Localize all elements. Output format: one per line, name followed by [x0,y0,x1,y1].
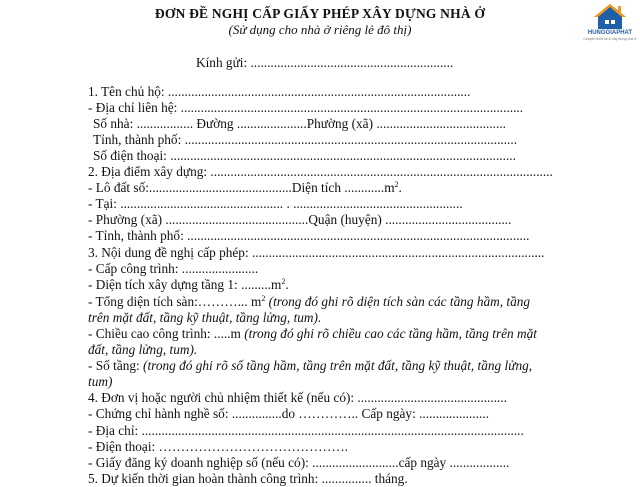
total-floor-area-note-text: trên mặt đất, tầng kỹ thuật, tầng lửng, tum). [88,310,322,325]
building-height-note-text: đất, tầng lửng, tum). [88,342,198,357]
floor-count-line [88,358,532,374]
designer-address-line: - Địa chỉ: ................................................................................................................... [88,423,524,438]
permit-content-heading: 3. Nội dung đề nghị cấp phép: ........................................................................................ [88,245,545,260]
city-line: - Tỉnh, thành phố: ....................................................................................................... [88,228,530,243]
house-logo-icon [582,2,638,32]
phone-line: Số điện thoại: ........................................................................................................ [93,148,516,163]
floor-count-note-cont [88,374,112,390]
total-floor-area-text: - Tổng diện tích sàn:………... m [88,294,262,309]
floor-count-note: (trong đó ghi rõ số tầng hầm, tầng trên mặt đất, tầng kỹ thuật, tầng lửng, [143,358,533,373]
squared-unit: 2 [394,180,399,189]
practice-certificate-line: - Chứng chỉ hành nghề số: ...............do ………….. Cấp ngày: ..................... [88,406,489,421]
floor-count-note-text: tum) [88,374,113,389]
building-height-note: (trong đó ghi rõ chiều cao các tầng hầm, tầng trên mặt [244,326,537,341]
logo-tagline: Chuyên thiết kế & xây dựng nhà ở [583,37,637,41]
business-registration-line: - Giấy đăng ký doanh nghiệp số (nếu có): ..........................cấp ngày .................. [88,455,510,470]
squared-unit: 2 [261,294,266,303]
total-floor-area-line [88,294,530,310]
logo-wordmark: HUNGGIAPHAT [587,30,633,36]
document-title: ĐƠN ĐỀ NGHỊ CẤP GIẤY PHÉP XÂY DỰNG NHÀ Ở [154,6,486,21]
designer-heading: 4. Đơn vị hoặc người chủ nhiệm thiết kế (nếu có): ............................................. [88,390,508,405]
total-floor-area-note-cont [88,310,321,326]
owner-name-line: 1. Tên chủ hộ: ........................................................................................... [88,84,471,99]
floor-count-text: - Số tầng: [88,358,140,373]
building-height-text: - Chiều cao công trình: .....m [88,326,241,341]
plot-area-line [88,180,402,196]
ward-district-line: - Phường (xã) ...........................................Quận (huyện) ...................................... [88,212,512,227]
salutation: Kính gửi: ............................................................. [196,55,454,70]
designer-phone-line: - Điện thoại: ……………………………………. [88,439,349,454]
completion-time-line: 5. Dự kiến thời gian hoàn thành công trình: ............... tháng. [88,471,408,486]
company-logo [582,2,638,42]
total-floor-area-note: (trong đó ghi rõ diện tích sàn các tầng hầm, tầng [268,294,531,309]
squared-unit: 2 [281,277,286,286]
plot-area-end: . [398,180,402,195]
ground-floor-area-end: . [285,277,289,292]
construction-location-heading: 2. Địa điểm xây dựng: ....................................................................................................... [88,164,553,179]
construction-grade-line: - Cấp công trình: ....................... [88,261,259,276]
document-subtitle: (Sử dụng cho nhà ở riêng lẻ đô thị) [228,22,412,37]
plot-area-text: - Lô đất số:...........................................Diện tích ............m [88,180,395,195]
province-line: Tỉnh, thành phố: .................................................................................................... [93,132,518,147]
ground-floor-area-text: - Diện tích xây dựng tầng 1: .........m [88,277,282,292]
contact-address-line: - Địa chỉ liên hệ: ....................................................................................................... [88,100,524,115]
building-height-note-cont [88,342,197,358]
house-number-line: Số nhà: ................. Đường .....................Phường (xã) ....................................... [93,116,506,131]
ground-floor-area-line [88,277,289,293]
building-height-line [88,326,537,342]
at-line: - Tại: ................................................. . ................................................... [88,196,463,211]
